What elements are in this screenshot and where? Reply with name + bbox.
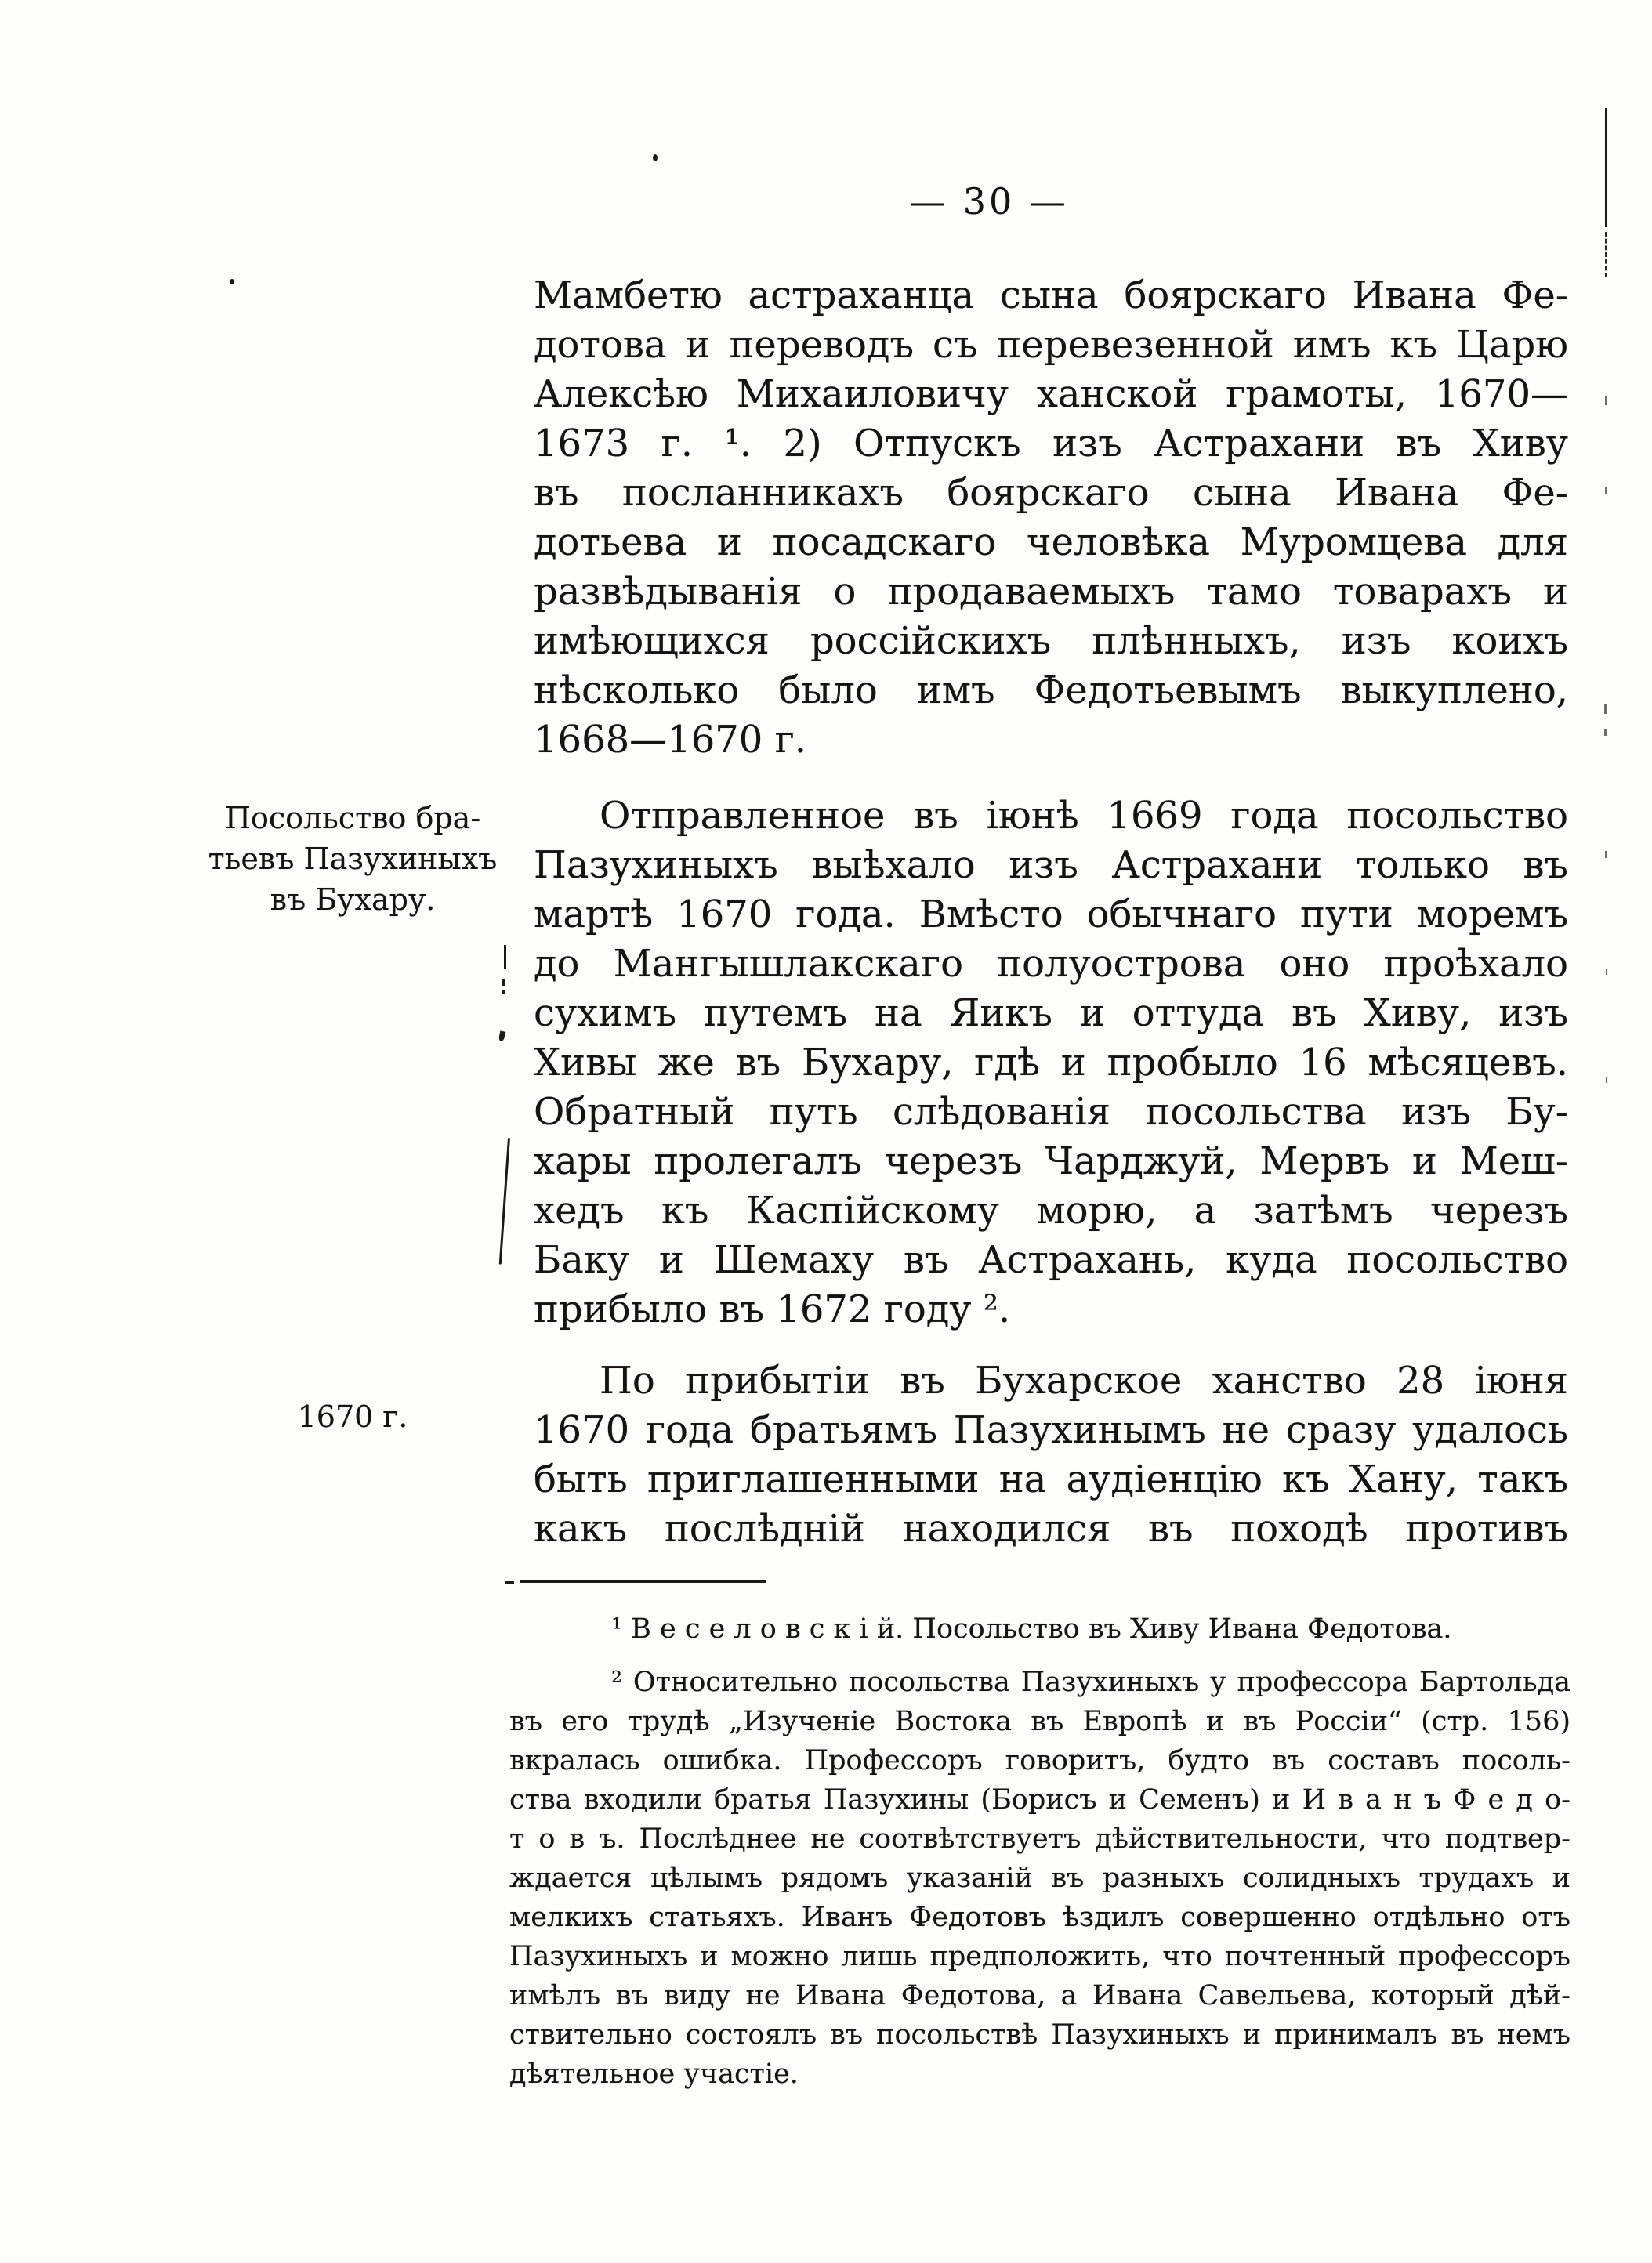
body-text-line: въ посланникахъ боярскаго сына Ивана Фе- bbox=[534, 471, 1568, 515]
footnote-line: ствительно состоялъ въ посольствѣ Пазухиныхъ и принималъ въ немъ bbox=[509, 2019, 1570, 2051]
body-text-line: нѣсколько было имъ Федотьевымъ выкуплено, bbox=[534, 668, 1568, 712]
footnote-separator-line bbox=[520, 1580, 766, 1583]
body-text-line: Пазухиныхъ выѣхало изъ Астрахани только въ bbox=[534, 843, 1568, 887]
body-text-column bbox=[534, 271, 1568, 1554]
body-text-line: хары пролегалъ черезъ Чарджуй, Мервъ и Меш- bbox=[534, 1139, 1568, 1183]
body-text-line: развѣдыванія о продаваемыхъ тамо товарахъ и bbox=[534, 570, 1568, 614]
footnote-line: ¹ В е с е л о в с к і й. Посольство въ Хиву Ивана Федотова. bbox=[611, 1613, 1452, 1645]
margin-note-line: тьевъ Пазухиныхъ bbox=[208, 842, 498, 876]
scan-right-edge-dot bbox=[1605, 851, 1607, 858]
body-text-line: Отправленное въ іюнѣ 1669 года посольство bbox=[600, 794, 1568, 838]
scan-margin-tick bbox=[502, 979, 505, 986]
footnote-line: ждается цѣлымъ рядомъ указаній въ разныхъ солидныхъ трудахъ и bbox=[509, 1863, 1570, 1894]
body-text-line: Баку и Шемаху въ Астрахань, куда посольство bbox=[534, 1238, 1568, 1282]
scan-speck bbox=[653, 154, 658, 161]
paragraph-pazukhin-embassy bbox=[534, 791, 1568, 1334]
body-text-line: дотьева и посадскаго человѣка Муромцева для bbox=[534, 520, 1568, 564]
body-text-line: какъ послѣдній находился въ походѣ противъ bbox=[534, 1507, 1568, 1551]
scan-right-edge-line bbox=[1605, 108, 1607, 227]
body-text-line: хедъ къ Каспійскому морю, а затѣмъ черезъ bbox=[534, 1189, 1568, 1233]
scan-right-edge-dot bbox=[1606, 969, 1607, 975]
margin-note-line: 1670 г. bbox=[297, 1399, 408, 1434]
paragraph-arrival-bukhara bbox=[534, 1356, 1568, 1554]
body-text-line: быть приглашенными на аудіенцію къ Хану, такъ bbox=[534, 1457, 1568, 1501]
footnote-line: имѣлъ въ виду не Ивана Федотова, а Ивана Савельева, который дѣй- bbox=[509, 1980, 1570, 2011]
footnote-line: ства входили братья Пазухины (Борисъ и Семенъ) и И в а н ъ Ф е д о- bbox=[509, 1784, 1570, 1816]
margin-note-embassy bbox=[194, 798, 511, 920]
footnote-line: вкралась ошибка. Профессоръ говоритъ, будто въ составъ посоль- bbox=[509, 1745, 1570, 1776]
scan-margin-stroke bbox=[499, 1138, 510, 1265]
body-text-line: до Мангышлакскаго полуострова оно проѣхало bbox=[534, 942, 1568, 986]
footnote-line: Пазухиныхъ и можно лишь предположить, что почтенный профессоръ bbox=[509, 1941, 1570, 1972]
scan-speck bbox=[230, 279, 234, 284]
footnote-line: ² Относительно посольства Пазухиныхъ у профессора Бартольда bbox=[611, 1667, 1570, 1698]
page-number: — 30 — bbox=[909, 180, 1069, 223]
body-text-line: 1673 г. ¹. 2) Отпускъ изъ Астрахани въ Хиву bbox=[534, 422, 1568, 465]
footnotes-block bbox=[509, 1609, 1570, 2094]
body-text-line: Мамбетю астраханца сына боярскаго Ивана Фе- bbox=[534, 273, 1568, 317]
margin-note-line: въ Бухару. bbox=[270, 882, 436, 917]
body-text-line: мартѣ 1670 года. Вмѣсто обычнаго пути моремъ bbox=[534, 893, 1568, 936]
scan-right-edge-dot bbox=[1605, 487, 1607, 494]
footnote-separator-dot bbox=[505, 1581, 514, 1584]
footnote-line: въ его трудѣ „Изученіе Востока въ Европѣ и въ Россіи“ (стр. 156) bbox=[509, 1706, 1570, 1737]
body-text-line: имѣющихся россійскихъ плѣнныхъ, изъ коихъ bbox=[534, 619, 1568, 663]
body-text-line: прибыло въ 1672 году ². bbox=[534, 1287, 1011, 1331]
scan-margin-tick bbox=[504, 945, 506, 969]
footnote-line: т о в ъ. Послѣднее не соотвѣтствуетъ дѣйствительности, что подтвер- bbox=[509, 1823, 1570, 1855]
body-text-line: дотова и переводъ съ перевезенной имъ къ Царю bbox=[534, 323, 1568, 367]
body-text-line: 1670 года братьямъ Пазухинымъ не сразу удалось bbox=[534, 1408, 1568, 1452]
scan-right-edge-dot bbox=[1606, 1077, 1607, 1083]
scan-margin-mark bbox=[498, 1030, 506, 1041]
scan-right-edge-dot bbox=[1604, 729, 1607, 736]
scan-margin-tick bbox=[502, 990, 505, 994]
body-text-line: По прибытіи въ Бухарское ханство 28 іюня bbox=[600, 1359, 1568, 1403]
body-text-line: Обратный путь слѣдованія посольства изъ Бу- bbox=[534, 1090, 1568, 1134]
body-text-line: Хивы же въ Бухару, гдѣ и пробыло 16 мѣсяцевъ. bbox=[534, 1041, 1568, 1084]
body-text-line: сухимъ путемъ на Яикъ и оттуда въ Хиву, изъ bbox=[534, 991, 1568, 1035]
margin-note-line: Посольство бра- bbox=[224, 801, 481, 835]
body-text-line: Алексѣю Михаиловичу ханской грамоты, 1670— bbox=[534, 372, 1568, 416]
scan-right-edge-dot bbox=[1605, 396, 1607, 405]
body-text-line: 1668—1670 г. bbox=[534, 718, 806, 762]
paragraph-continuation bbox=[534, 271, 1568, 765]
scan-right-edge-dashes bbox=[1605, 232, 1607, 277]
margin-note-year bbox=[194, 1399, 511, 1434]
scan-right-edge-dot bbox=[1604, 704, 1607, 714]
footnote-line: дѣятельное участіе. bbox=[509, 2058, 799, 2090]
footnote-line: мелкихъ статьяхъ. Иванъ Федотовъ ѣздилъ совершенно отдѣльно отъ bbox=[509, 1902, 1570, 1933]
